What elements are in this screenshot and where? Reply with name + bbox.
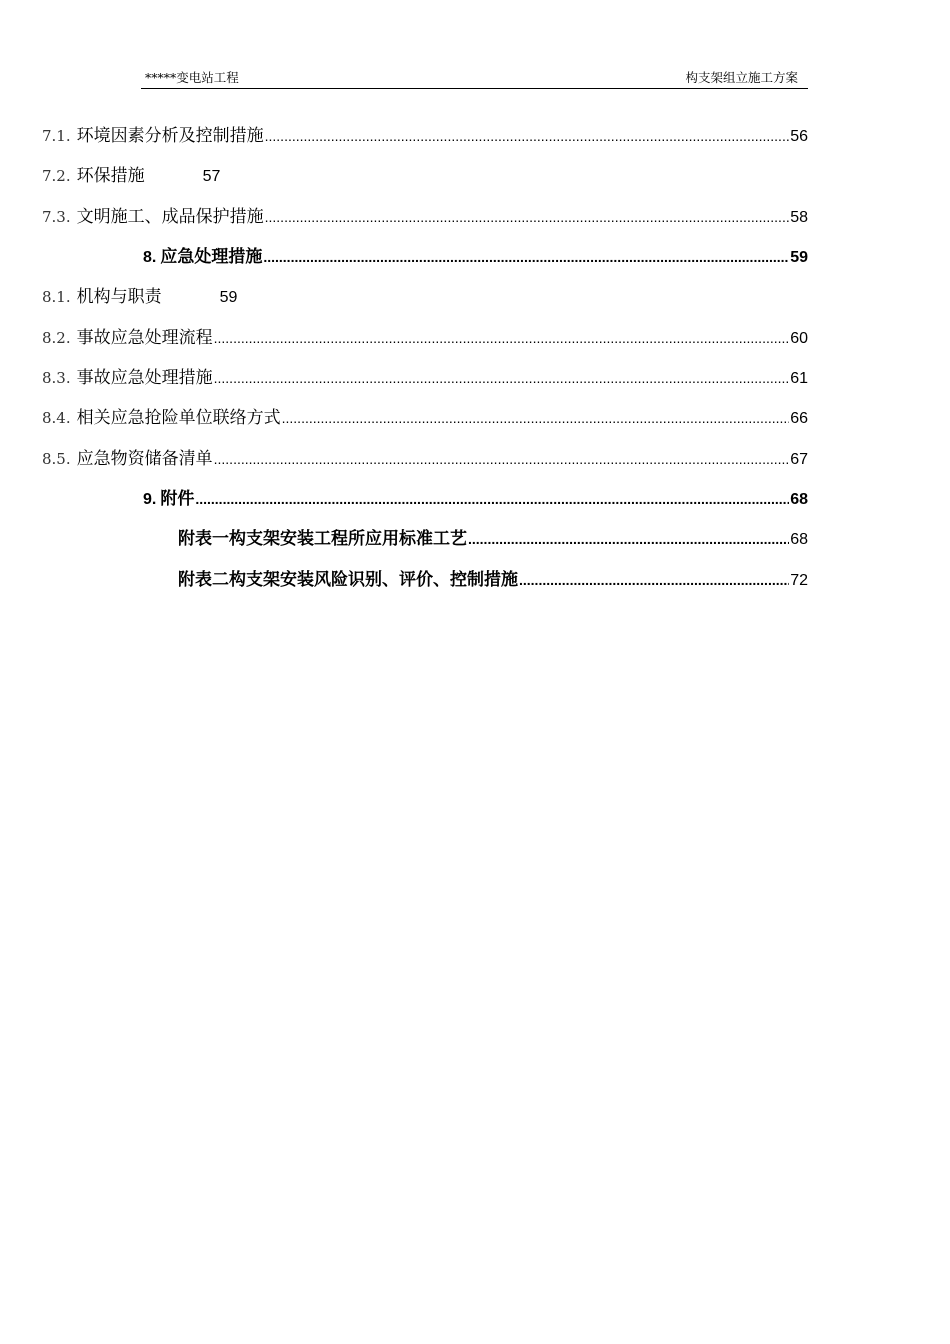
toc-entry-number: 7.2. [42,167,71,185]
toc-entry-page: 67 [790,451,808,468]
toc-entry-8-3[interactable] [42,366,808,390]
toc-entry-page: 61 [790,370,808,387]
toc-entry-number: 8.1. [42,288,71,306]
toc-entry-7-1[interactable] [42,124,808,148]
toc-entry-8-1[interactable] [42,285,237,309]
toc-entry-title: 附表一构支架安装工程所应用标准工艺 [178,529,467,549]
toc-entry-8-5[interactable] [42,447,808,471]
dot-leader [265,124,790,148]
toc-entry-page: 68 [790,531,808,548]
toc-entry-number: 8.5. [42,450,71,468]
toc-entry-page: 60 [790,330,808,347]
toc-entry-appendix-1[interactable] [178,527,808,551]
toc-entry-page: 58 [790,209,808,226]
toc-entry-page: 56 [790,128,808,145]
header-document-title: 构支架组立施工方案 [685,70,798,85]
toc-entry-title: 环境因素分析及控制措施 [76,126,264,146]
toc-entry-number: 8.3. [42,369,71,387]
toc-entry-page: 59 [790,249,808,266]
header-project-name: *****变电站工程 [145,70,239,85]
toc-entry-number: 7.3. [42,208,71,226]
toc-entry-title: 机构与职责 [76,287,162,307]
toc-entry-8[interactable] [143,245,808,269]
toc-entry-title: 事故应急处理流程 [76,328,213,348]
toc-entry-number: 9. [143,491,157,508]
toc-entry-title: 事故应急处理措施 [76,368,213,388]
dot-leader [214,366,790,390]
toc-entry-page: 66 [790,410,808,427]
toc-entry-9[interactable] [143,487,808,511]
toc-entry-number: 7.1. [42,127,71,145]
toc-entry-7-3[interactable] [42,205,808,229]
dot-leader [214,447,790,471]
toc-entry-title: 应急物资储备清单 [76,449,213,469]
toc-entry-7-2[interactable] [42,164,220,188]
toc-entry-page: 59 [219,289,238,306]
toc-entry-8-4[interactable] [42,406,808,430]
toc-entry-title: 应急处理措施 [160,247,263,267]
dot-leader [282,406,790,430]
dot-leader [468,527,789,551]
dot-leader [214,326,790,350]
toc-entry-title: 附表二构支架安装风险识别、评价、控制措施 [178,570,518,590]
toc-entry-title: 文明施工、成品保护措施 [76,207,264,227]
toc-entry-page: 68 [790,491,808,508]
toc-entry-8-2[interactable] [42,326,808,350]
toc-entry-number: 8.2. [42,329,71,347]
toc-entry-number: 8. [143,249,157,266]
toc-entry-appendix-2[interactable] [178,568,808,592]
dot-leader [263,245,789,269]
page-header [141,66,808,89]
dot-leader [195,487,789,511]
toc-entry-title: 相关应急抢险单位联络方式 [76,408,281,428]
dot-leader [265,205,790,229]
toc-entry-page: 57 [202,168,221,185]
dot-leader [519,568,789,592]
toc-entry-number: 8.4. [42,409,71,427]
toc-entry-title: 环保措施 [76,166,145,186]
toc-entry-page: 72 [790,572,808,589]
toc-entry-title: 附件 [160,489,195,509]
